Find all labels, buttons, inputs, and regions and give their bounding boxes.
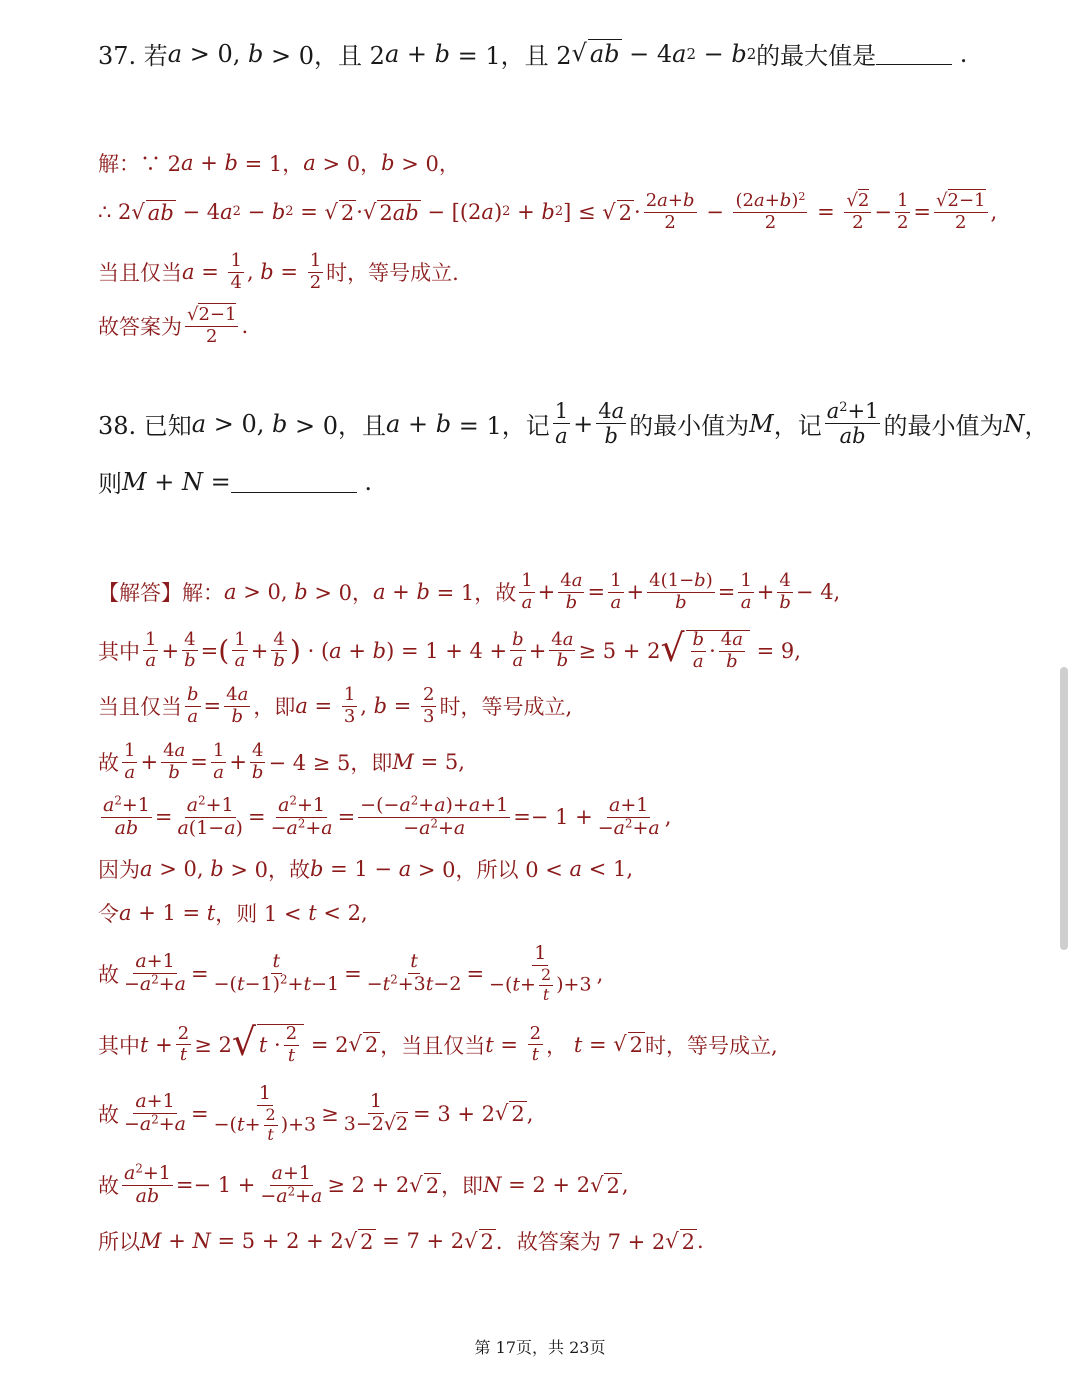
solution-38-line-7: 令 a + 1 = t ，则 1 < t < 2,	[98, 901, 368, 926]
solution-tag: 【解答】	[98, 581, 182, 606]
solution-37-line-1: 解：∵ 2 a + b = 1， a > 0， b > 0，	[98, 151, 460, 176]
solution-38-line-3: 当且仅当 $\frac{b}{a}$ = $\frac{4a}{b}$ ，即 a = $\frac{1}{3}$ , b = $\frac{2}{3}$ 时，等号成立,	[98, 684, 573, 727]
solution-38-line-9: 其中 t + $\frac{2}{t}$ ≥ 2 √ t · $\frac{2}{t}$ = 2 √ 2 ，当且仅当 t = $\frac{2}{t}$ ， t = √ 2 时，等号成立,	[98, 1020, 778, 1066]
solution-38-line-6: 因为 a > 0, b > 0，故 b = 1 − a > 0，所以 0 < a < 1,	[98, 857, 634, 882]
solution-37-line-4: 故答案为 $\frac{√2-1}{2}$ .	[98, 304, 249, 347]
solution-38-line-8: 故 $\frac{a+1}{-a^2+a}$ = $\frac{t}{-(t-1)^2+t-1}$ = $\frac{t}{-t^2+3t-2}$ = 1 −(t+ $\frac{2}{t}$ )+3 ,	[98, 942, 604, 1004]
question-38-line-2: 则 M + N = .	[98, 467, 372, 498]
solution-38-line-1: 【解答】 解： a > 0, b > 0， a + b = 1，故 $\frac{1}{a}$ + $\frac{4a}{b}$ = $\frac{1}{a}$ + $\frac{4(1-b)}{b}$ = $\frac{1}{a}$ + $\frac{4}{b}$ − 4,	[98, 570, 841, 613]
page-footer: 第 17页，共 23页	[474, 1338, 606, 1357]
solution-38-line-2: 其中 $\frac{1}{a}$ + $\frac{4}{b}$ = ( $\frac{1}{a}$ + $\frac{4}{b}$ ) · ( a + b ) = 1 + 4 + $\frac{b}{a}$ + $\frac{4a}{b}$ ≥ 5 + 2 √ $\frac{b}{a}$ · $\frac{4a}{b}$ = 9,	[98, 626, 801, 672]
solution-38-line-4: 故 $\frac{1}{a}$ + $\frac{4a}{b}$ = $\frac{1}{a}$ + $\frac{4}{b}$ − 4 ≥ 5，即 M = 5,	[98, 740, 465, 783]
solution-37-line-3: 当且仅当 a = $\frac{1}{4}$ , b = $\frac{1}{2}$ 时，等号成立.	[98, 250, 459, 293]
question-37: 37. 若 a > 0, b > 0，且 2 a + b = 1，且 2 √ ab − 4 a 2 − b 2 的最大值是 .	[98, 39, 968, 70]
solution-38-line-5: $\frac{a^2+1}{ab}$ = $\frac{a^2+1}{a(1-a)}$ = $\frac{a^2+1}{-a^2+a}$ = $\frac{-(-a^2+a)+a+1}{-a^2+a}$ =− 1 + $\frac{a+1}{-a^2+a}$ ,	[103, 793, 672, 839]
solution-38-line-12: 所以 M + N = 5 + 2 + 2 √ 2 = 7 + 2 √ 2 ．故答案为 7 + 2 √ 2 .	[98, 1228, 704, 1254]
solution-37-line-2: ∴ 2 √ ab − 4 a 2 − b 2 = √ 2 · √ 2ab − [(2 a ) 2 + b 2 ] ≤ √ 2 · $\frac{2a+b}{2}$ − $\frac{(2a+b)^2}{2}$ = $\frac{√2}{2}$ − $\frac{1}{2}$ = $\frac{√2-1}{2}$ ,	[98, 189, 998, 233]
solution-38-line-10: 故 $\frac{a+1}{-a^2+a}$ = 1 −(t+ $\frac{2}{t}$ )+3 ≥ $\frac{1}{3-2√2}$ = 3 + 2 √ 2 ,	[98, 1082, 534, 1144]
scrollbar-thumb[interactable]	[1060, 667, 1068, 950]
solution-38-line-11: 故 $\frac{a^2+1}{ab}$ =− 1 + $\frac{a+1}{-a^2+a}$ ≥ 2 + 2 √ 2 ，即 N = 2 + 2 √ 2 ,	[98, 1161, 629, 1207]
question-38: 38. 已知 a > 0, b > 0，且 a + b = 1，记 $\frac{1}{a}$ + $\frac{4a}{b}$ 的最小值为 M ，记 $\frac{a^2+1}{ab}$ 的最小值为 N ，	[98, 399, 1049, 449]
